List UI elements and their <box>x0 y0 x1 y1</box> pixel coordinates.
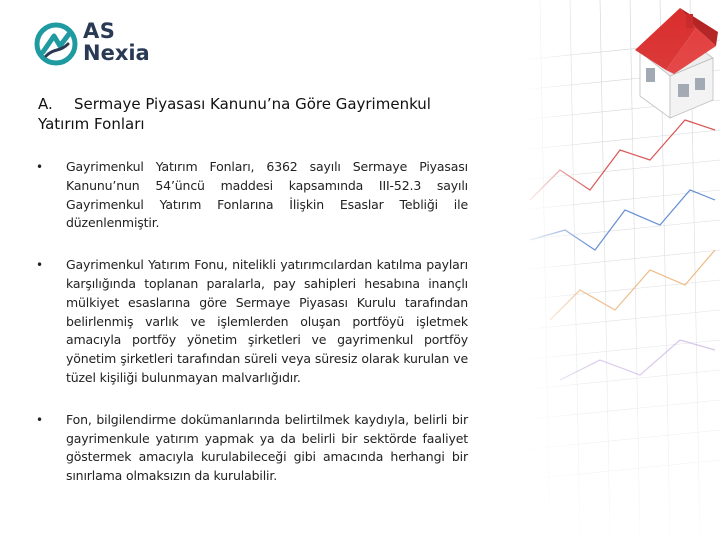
section-heading: Sermaye Piyasası Kanunu’na Göre Gayrimenkul Yatırım Fonları <box>38 95 431 133</box>
bullet-text: Gayrimenkul Yatırım Fonları, 6362 sayılı Sermaye Piyasası Kanunu’nun 54’üncü maddesi kapsamında III-52.3 sayılı Gayrimenkul Yatırım Fonlarına İlişkin Esaslar Tebliği ile düzenlenmiştir. <box>66 159 468 231</box>
as-nexia-logo <box>34 20 184 72</box>
section-letter: A. <box>38 95 53 113</box>
bullet-list <box>36 158 468 509</box>
bullet-text: Gayrimenkul Yatırım Fonu, nitelikli yatırımcılardan katılma payları karşılığında toplanan paralarla, pay sahipleri hesabına inançlı mülkiyet esaslarına göre Sermaye Piyasası Kurulu tarafından belirlenmiş varlık ve işlemlerden oluşan portföyü işletmek amacıyla portföy yönetim şirketleri ve gayrimenkul portföy yönetim şirketleri tarafından süreli veya süresiz olarak kurulan ve tüzel kişiliği bulunmayan malvarlığıdır. <box>66 257 468 385</box>
list-item <box>36 158 468 233</box>
page-title <box>38 94 478 134</box>
bullet-icon: • <box>36 412 44 427</box>
bullet-text: Fon, bilgilendirme dokümanlarında belirtilmek kaydıyla, belirli bir gayrimenkule yatırım yapmak ya da belirli bir sektörde faaliyet göstermek amacıyla kurulabileceği gibi amacında herhangi bir sınırlama olmaksızın da kurulabilir. <box>66 411 468 484</box>
logo-line-as: AS <box>83 19 116 43</box>
list-item <box>36 411 468 486</box>
as-nexia-logo-icon <box>34 22 78 66</box>
bullet-icon: • <box>36 258 44 273</box>
logo-line-nexia: Nexia <box>83 41 150 65</box>
logo-wordmark <box>83 20 150 64</box>
house-chart-decoration <box>520 0 720 540</box>
list-item <box>36 256 468 388</box>
bullet-icon: • <box>36 160 44 174</box>
